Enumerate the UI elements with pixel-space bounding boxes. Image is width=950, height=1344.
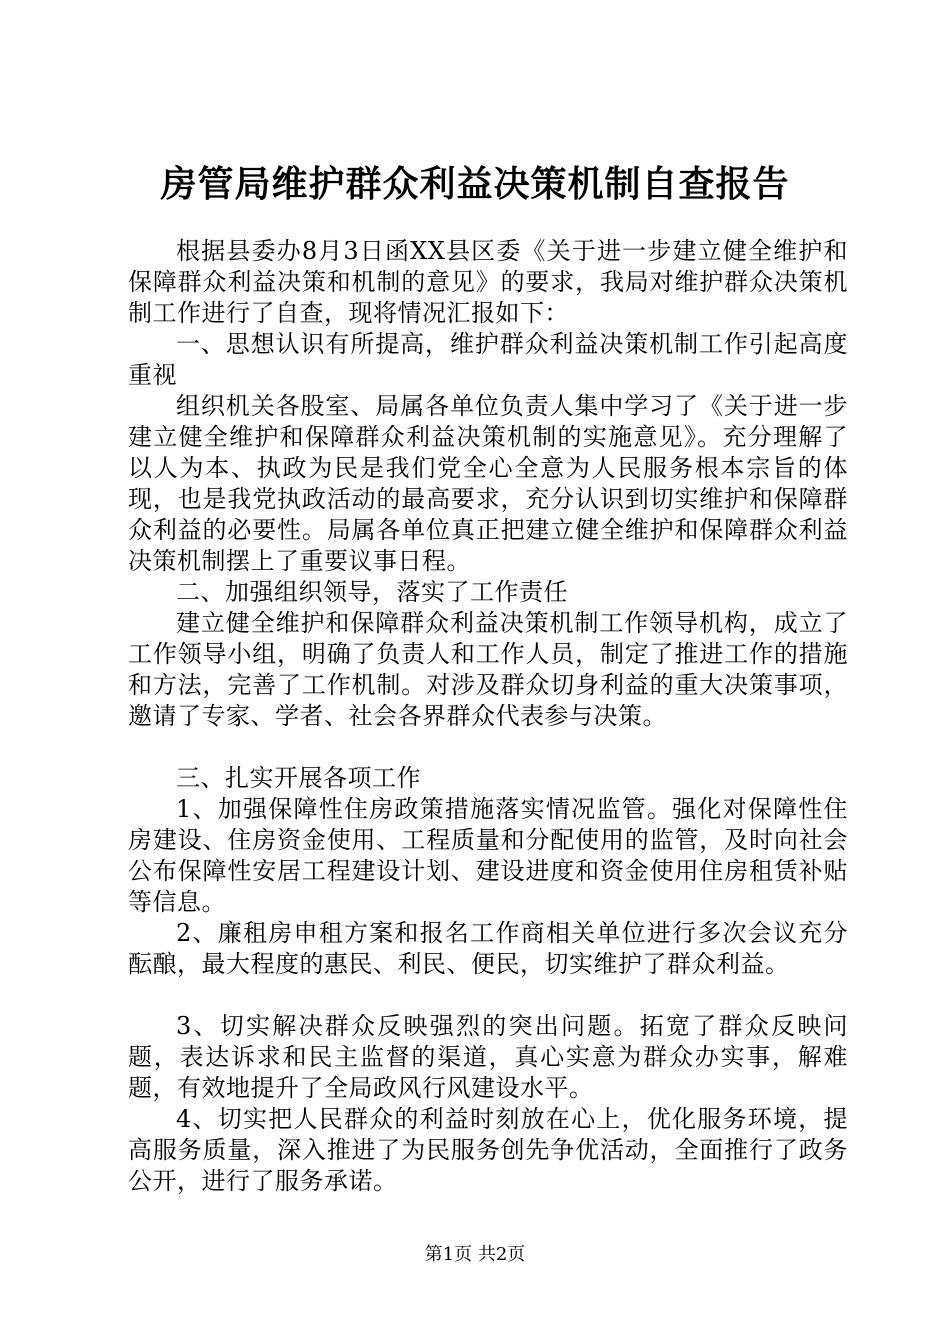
section-heading-3: 三、扎实开展各项工作 [176,764,421,792]
item-3-paragraph: 3、切实解决群众反映强烈的突出问题。拓宽了群众反映问题，表达诉求和民主监督的渠道，真心实意为群众办实事，解难题，有效地提升了全局政风行风建设水平。 [128,1012,848,1102]
document-title: 房管局维护群众利益决策机制自查报告 [160,163,790,205]
page-number-footer: 第1页 共2页 [424,1244,526,1265]
item-2-paragraph: 2、廉租房申租方案和报名工作商相关单位进行多次会议充分酝酿，最大程度的惠民、利民、便民，切实维护了群众利益。 [128,919,848,978]
intro-paragraph: 根据县委办8月3日函XX县区委《关于进一步建立健全维护和保障群众利益决策和机制的意见》的要求，我局对维护群众决策机制工作进行了自查，现将情况汇报如下： [128,237,848,327]
item-4-paragraph: 4、切实把人民群众的利益时刻放在心上，优化服务环境，提高服务质量，深入推进了为民服务创先争优活动，全面推行了政务公开，进行了服务承诺。 [128,1105,848,1195]
section-heading-1: 一、思想认识有所提高，维护群众利益决策机制工作引起高度重视 [128,330,848,389]
item-1-paragraph: 1、加强保障性住房政策措施落实情况监管。强化对保障性住房建设、住房资金使用、工程质量和分配使用的监管，及时向社会公布保障性安居工程建设计划、建设进度和资金使用住房租赁补贴等信息。 [128,795,848,916]
section-heading-2: 二、加强组织领导，落实了工作责任 [176,578,568,606]
document-body [128,236,848,1197]
section-1-paragraph: 组织机关各股室、局属各单位负责人集中学习了《关于进一步建立健全维护和保障群众利益决策机制的实施意见》。充分理解了以人为本、执政为民是我们党全心全意为人民服务根本宗旨的体现，也是我党执政活动的最高要求，充分认识到切实维护和保障群众利益的必要性。局属各单位真正把建立健全维护和保障群众利益决策机制摆上了重要议事日程。 [128,392,848,575]
section-2-paragraph: 建立健全维护和保障群众利益决策机制工作领导机构，成立了工作领导小组，明确了负责人和工作人员，制定了推进工作的措施和方法，完善了工作机制。对涉及群众切身利益的重大决策事项，邀请了专家、学者、社会各界群众代表参与决策。 [128,609,848,730]
